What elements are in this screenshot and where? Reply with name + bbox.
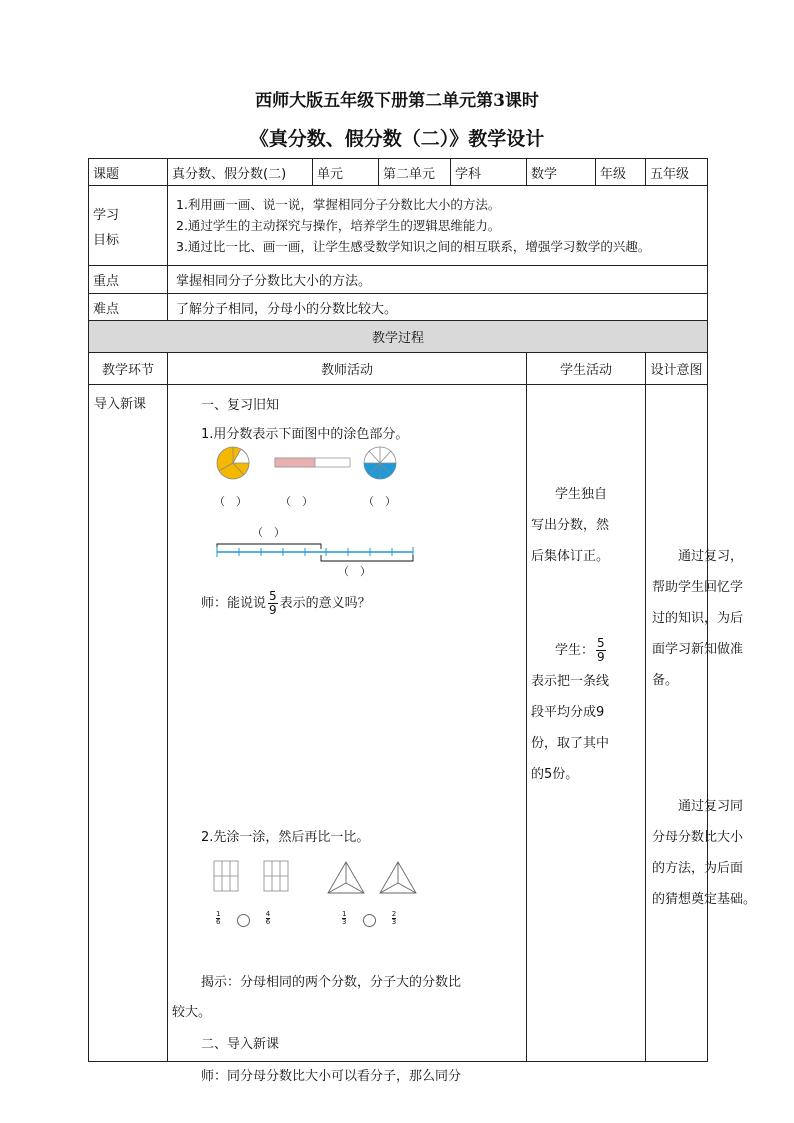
compare-row-2 [342,911,396,928]
stage-cell [89,385,168,1062]
unit-value: 第二单元 [379,159,451,186]
fraction-2-3: $\frac{2}{3}$ [391,910,397,926]
header-row [89,159,708,186]
subject-value: 数学 [527,159,596,186]
grade-label: 年级 [596,159,646,186]
segment-figure [213,535,418,575]
topic-value: 真分数、假分数(二) [168,159,313,186]
col-teacher-header: 教师活动 [168,353,527,385]
document-title: 西师大版五年级下册第二单元第3课时 [255,91,539,111]
col-stage-header: 教学环节 [89,353,168,385]
document-subtitle: 《真分数、假分数（二）》教学设计 [249,128,545,150]
compare-figures [208,859,418,899]
goals-label: 学习 目标 [89,186,168,266]
goals-row [89,186,708,266]
rect-grid-b [264,861,288,891]
key-label: 重点 [89,266,168,294]
bar-figure [275,458,350,467]
section-new-lesson: 二、导入新课 [201,1037,280,1052]
key-row [89,266,708,294]
process-header-row [89,321,708,353]
fraction-1-3: $\frac{1}{3}$ [342,910,347,926]
difficult-value: 了解分子相同，分母小的分数比较大。 [168,294,708,321]
subject-label: 学科 [451,159,527,186]
orange-circle-figure [217,447,249,479]
goals-list [168,186,708,266]
answer-paren-1: （ ） [214,495,247,508]
reveal-line-2: 较大。 [172,1005,212,1020]
compare-circle-1[interactable] [237,914,250,927]
question-2: 2.先涂一涂，然后再比一比。 [201,830,370,845]
compare-row-1 [216,911,270,928]
design-intent-1: 通过复习， 帮助学生回忆学 过的知识，为后 面学习新知做准 备。 [652,549,744,688]
col-student-header: 学生活动 [527,353,646,385]
student-activity-1: 学生独自 写出分数，然 后集体订正。 [531,487,610,564]
answer-paren-2: （ ） [280,495,313,508]
compare-circle-2[interactable] [363,914,376,927]
question-meaning: 师：能说说 $\frac{5}{9}$ 表示的意义吗？ [201,589,371,617]
goal-item: 3.通过比一比、画一画，让学生感受数学知识之间的相互联系，增强学习数学的兴趣。 [176,239,651,254]
design-intent-2: 通过复习同 分母分数比大小 的方法，为后面 的猜想奠定基础。 [652,799,757,907]
triangle-b [380,862,416,893]
col-design-header: 设计意图 [646,353,708,385]
key-value: 掌握相同分子分数比大小的方法。 [168,266,708,294]
triangle-a [328,862,364,893]
figures-row-1 [208,445,408,485]
difficult-label: 难点 [89,294,168,321]
answer-paren-3: （ ） [363,495,396,508]
reveal-line-1: 揭示：分母相同的两个分数，分子大的分数比 [201,975,462,990]
student-cell [527,385,646,1062]
student-activity-2: 学生： $\frac{5}{9}$ 表示把一条线 段平均分成9 份，取了其中 的5份。 [531,636,610,782]
fraction-4-6: $\frac{4}{6}$ [265,910,271,926]
section-review: 一、复习旧知 [201,398,280,413]
grade-value: 五年级 [646,159,708,186]
body-row [89,385,708,1062]
answer-paren-4: （ ） [252,526,285,539]
teacher-cell [168,385,527,1084]
fraction-5-9: $\frac{5}{9}$ [269,589,277,617]
fraction-1-6: $\frac{1}{6}$ [216,910,221,926]
question-1: 1.用分数表示下面图中的涂色部分。 [201,427,409,442]
fraction-5-9-student: $\frac{5}{9}$ [597,636,605,664]
stage-label: 导入新课 [94,397,147,412]
process-header: 教学过程 [89,321,708,353]
goal-item: 1.利用画一画、说一说，掌握相同分子分数比大小的方法。 [176,197,501,212]
goal-item: 2.通过学生的主动探究与操作，培养学生的逻辑思维能力。 [176,218,501,233]
answer-paren-5: （ ） [338,565,371,578]
blue-circle-figure [364,447,396,479]
difficult-row [89,294,708,321]
unit-label: 单元 [313,159,379,186]
topic-label: 课题 [89,159,168,186]
teacher-last-line: 师：同分母分数比大小可以看分子，那么同分 [201,1069,462,1084]
design-cell [646,385,757,1062]
column-header-row [89,353,708,385]
rect-grid-a [214,861,238,891]
lesson-plan-table [88,158,757,1084]
